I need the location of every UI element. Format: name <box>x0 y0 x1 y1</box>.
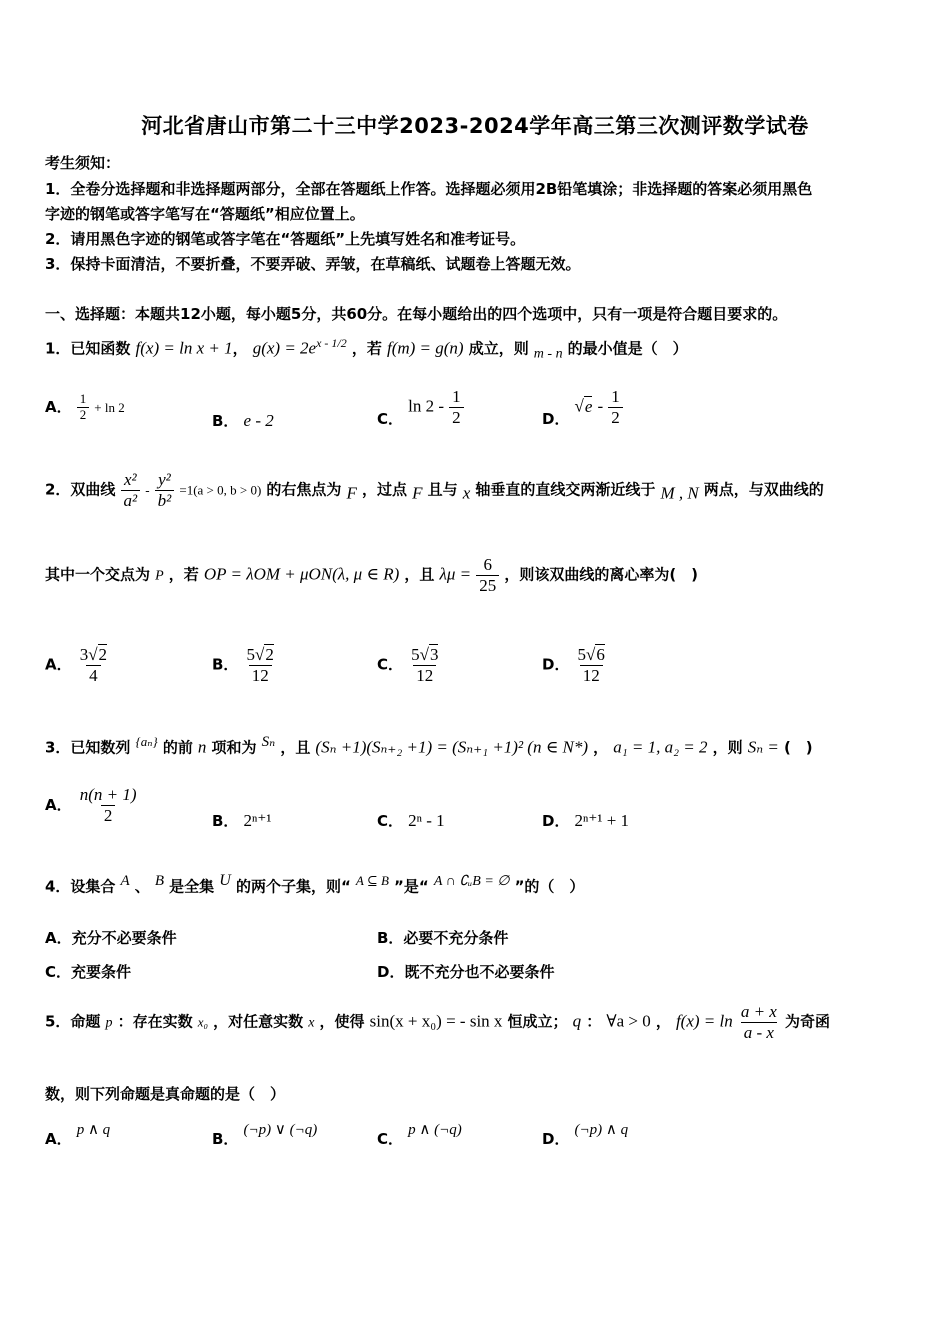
q5-d-label: D． <box>542 1130 570 1148</box>
q5-option-a <box>45 1118 111 1148</box>
q2-d-den: 12 <box>580 665 603 686</box>
q2-b-rad: 2 <box>265 645 274 664</box>
question-3 <box>45 732 813 757</box>
q2-y-frac <box>155 470 175 510</box>
notice-line-3: 3．保持卡面清洁，不要折叠，不要弄破、弄皱，在草稿纸、试题卷上答题无效。 <box>45 255 581 273</box>
q2-eq-rest: =1(a > 0, b > 0) <box>179 482 262 498</box>
q3-option-c <box>377 810 445 831</box>
q4-t5: ”的（ ） <box>514 877 585 896</box>
q2-d-frac: $\frac{5√6}{12}$ <box>577 645 605 685</box>
q5-f-den: a - x <box>741 1022 777 1043</box>
q2-x2: x² <box>124 470 137 489</box>
q5-c-label: C． <box>377 1130 404 1148</box>
question-2-line-1: 2．双曲线 $\frac{\text{x²}}{\text{a²}}$ - $\frac{\text{y²}}{\text{b²}}$ =1(a > 0, b > 0) 的右焦点为 $_F$ ，过点 $_F$ 且与 $_x$ 轴垂直的直线交两渐近线于 $_{M , N}$ 两点，与双曲线的 <box>45 470 824 510</box>
q5-t5: ： <box>586 1012 602 1031</box>
q2-t1: 的右焦点为 <box>266 480 342 499</box>
q4-option-a: A．充分不必要条件 <box>45 929 177 947</box>
q2-b-den: 12 <box>249 665 272 686</box>
q2-b-frac: $\frac{5√2}{12}$ <box>246 645 274 685</box>
q4-t3: 的两个子集，则“ <box>235 877 351 896</box>
q3-a-frac <box>77 785 140 825</box>
q5-t1: ：存在实数 <box>117 1012 193 1031</box>
q3-n: n <box>197 737 207 757</box>
q5-b-val: (¬p) ∨ (¬q) <box>243 1122 318 1138</box>
q1-mn: m - n <box>533 346 563 362</box>
q5-x: x <box>308 1015 315 1031</box>
q5-x0: x₀ <box>197 1014 209 1030</box>
q3-b-label: B． <box>212 812 239 830</box>
q2-lm-den: 25 <box>476 575 499 596</box>
q1-cond: f(m) = g(n) <box>386 338 464 358</box>
q3-t2: 项和为 <box>211 738 257 757</box>
q1-number: 1．已知函数 <box>45 339 131 358</box>
q2-c-den: 12 <box>413 665 436 686</box>
q1-a-num: 1 <box>79 391 87 406</box>
q4-t1: 、 <box>134 877 150 896</box>
q3-t4: ， <box>593 738 609 757</box>
q3-a-num: n(n + 1) <box>79 785 137 804</box>
q4-cond-1: A ⊆ B <box>355 873 389 888</box>
q2-mn: M , N <box>660 483 699 503</box>
q5-t3: ，使得 <box>319 1012 365 1031</box>
q1-c-frac <box>449 387 464 427</box>
q1-d-rad: e <box>584 396 593 416</box>
q2-c-frac: $\frac{5√3}{12}$ <box>411 645 439 685</box>
q1-f: f(x) = ln x + 1 <box>135 338 233 358</box>
q5-t4: 恒成立； <box>507 1012 568 1031</box>
q1-g: g(x) = 2e <box>252 338 317 358</box>
question-4 <box>45 872 584 896</box>
q2-lm-frac <box>476 555 499 595</box>
q3-option-a <box>45 785 140 825</box>
q2-l2b: ，若 <box>168 565 199 584</box>
q5-t6: ， <box>655 1012 671 1031</box>
q3-sn: Sₙ <box>261 734 276 750</box>
q1-tail1: 成立，则 <box>468 339 529 358</box>
q3-option-b <box>212 810 271 831</box>
q1-c-den: 2 <box>449 407 464 428</box>
q5-p: p <box>105 1015 113 1031</box>
q1-tail2: 的最小值是（ ） <box>567 339 688 358</box>
q1-mid: ，若 <box>351 339 382 358</box>
q2-x: x <box>462 483 471 503</box>
notice-line-1b: 字迹的钢笔或答字笔写在“答题纸”相应位置上。 <box>45 205 365 223</box>
q5-fx: f(x) = ln <box>675 1011 733 1031</box>
q5-option-c <box>377 1118 462 1148</box>
q5-t2: ，对任意实数 <box>213 1012 304 1031</box>
q4-t2: 是全集 <box>169 877 215 896</box>
q3-d-val: 2ⁿ⁺¹ + 1 <box>574 811 630 830</box>
q1-d-num: 1 <box>611 387 620 406</box>
q3-sn-eq: Sₙ = <box>747 737 779 757</box>
q1-d-minus: - <box>597 396 604 416</box>
question-2-line-2 <box>45 555 698 595</box>
q2-l2d: ，则该双曲线的离心率为( ) <box>504 565 699 584</box>
q2-a-rad: 2 <box>98 645 108 664</box>
q1-b-label: B． <box>212 412 239 430</box>
q2-f2: F <box>412 483 423 503</box>
q5-q: q <box>572 1011 582 1031</box>
q1-option-a <box>45 392 125 423</box>
notice-line-1a: 1．全卷分选择题和非选择题两部分，全部在答题纸上作答。选择题必须用2B铅笔填涂；非选择题的答案必须用黑色 <box>45 180 813 198</box>
q2-c-label: C． <box>377 655 404 674</box>
q4-set-u: U <box>219 872 231 889</box>
q5-c-val: p ∧ (¬q) <box>408 1122 462 1138</box>
q2-l2a: 其中一个交点为 <box>45 565 151 584</box>
q2-b2: b² <box>155 490 175 511</box>
q4-set-b: B <box>154 873 165 889</box>
q4-option-d: D．既不充分也不必要条件 <box>377 963 555 981</box>
q1-a-frac <box>77 392 90 423</box>
q2-a2: a² <box>121 490 141 511</box>
q5-option-b <box>212 1118 318 1148</box>
q3-an: {aₙ} <box>135 734 158 749</box>
q3-a-label: A． <box>45 795 72 814</box>
q4-set-a: A <box>120 873 130 889</box>
q5-option-d <box>542 1118 629 1148</box>
q2-b-coef: 5 <box>246 645 256 664</box>
q2-b-label: B． <box>212 655 239 674</box>
q3-relation: (Sₙ +1)(Sₙ₊₂ +1) = (Sₙ₊₁ +1)² (n ∈ N*) <box>315 737 589 757</box>
q1-c-num: 1 <box>452 387 461 406</box>
q2-d-label: D． <box>542 655 570 674</box>
q2-d-rad: 6 <box>596 645 605 664</box>
q5-number: 5．命题 <box>45 1012 101 1031</box>
q5-b-label: B． <box>212 1130 239 1148</box>
q2-x-frac <box>121 470 141 510</box>
q5-qcond: ∀a > 0 <box>606 1011 651 1031</box>
q1-c-label: C． <box>377 409 404 428</box>
q4-t4: ”是“ <box>394 877 429 896</box>
q5-f-frac <box>738 1002 780 1042</box>
q4-option-c: C．充要条件 <box>45 963 132 981</box>
q2-lm: λμ = <box>439 564 472 584</box>
q1-b-val: e - 2 <box>243 411 274 430</box>
q3-b-val: 2ⁿ⁺¹ <box>243 811 272 830</box>
q2-option-d <box>542 645 608 685</box>
question-1 <box>45 336 688 363</box>
q1-d-label: D． <box>542 409 570 428</box>
q5-f-num: a + x <box>740 1002 777 1021</box>
q3-c-val: 2ⁿ - 1 <box>408 811 445 830</box>
q1-d-frac <box>608 387 623 427</box>
q2-l2c: ，且 <box>404 565 435 584</box>
q2-c-rad: 3 <box>429 645 439 664</box>
q3-d-label: D． <box>542 812 570 830</box>
q1-comma: ， <box>232 339 248 358</box>
q5-a-label: A． <box>45 1130 72 1148</box>
q3-c-label: C． <box>377 812 404 830</box>
q2-t2: ，过点 <box>362 480 408 499</box>
q2-option-c <box>377 645 441 685</box>
q2-option-b <box>212 645 277 685</box>
q1-a-rest: + ln 2 <box>94 399 125 415</box>
q2-f1: F <box>346 483 357 503</box>
q1-option-c <box>377 387 464 427</box>
q4-option-b: B．必要不充分条件 <box>377 929 509 947</box>
q1-option-d: D． √e - $\frac{1}{2}$ <box>542 387 623 427</box>
q3-t3: ，且 <box>280 738 311 757</box>
q2-lm-num: 6 <box>483 555 492 574</box>
q5-eq: sin(x + x₀) = - sin x <box>369 1011 503 1031</box>
q3-a-den: 2 <box>101 805 116 826</box>
q2-a-coef: 3 <box>79 645 89 664</box>
q2-t4: 轴垂直的直线交两渐近线于 <box>475 480 656 499</box>
q1-option-b <box>212 410 274 431</box>
q1-d-den: 2 <box>608 407 623 428</box>
exam-title: 河北省唐山市第二十三中学2023-2024学年高三第三次测评数学试卷 <box>141 114 809 138</box>
q2-d-coef: 5 <box>577 645 587 664</box>
q3-t5: ，则 <box>712 738 743 757</box>
q3-option-d <box>542 810 629 831</box>
q2-number: 2．双曲线 <box>45 480 116 499</box>
q5-t7: 为奇函 <box>784 1012 830 1031</box>
q5-d-val: (¬p) ∧ q <box>574 1122 629 1138</box>
q2-c-coef: 5 <box>411 645 420 664</box>
q2-t3: 且与 <box>427 480 458 499</box>
q2-a-den: 4 <box>86 665 101 686</box>
q2-t5: 两点，与双曲线的 <box>703 480 824 499</box>
q5-a-val: p ∧ q <box>76 1122 111 1138</box>
notice-heading: 考生须知： <box>45 154 121 172</box>
q1-c-pre: ln 2 - <box>408 396 444 416</box>
q3-t1: 的前 <box>162 738 193 757</box>
q3-init: a₁ = 1, a₂ = 2 <box>613 737 708 757</box>
q2-a-frac: $\frac{3√2}{4}$ <box>79 645 108 685</box>
q3-t6: ( ) <box>783 738 813 757</box>
q2-y2: y² <box>158 470 171 489</box>
section-heading: 一、选择题：本题共12小题，每小题5分，共60分。在每小题给出的四个选项中，只有一项是符合题目要求的。 <box>45 305 788 323</box>
question-5-line-2: 数，则下列命题是真命题的是（ ） <box>45 1085 286 1103</box>
q4-number: 4．设集合 <box>45 877 116 896</box>
notice-line-2: 2．请用黑色字迹的钢笔或答字笔在“答题纸”上先填写姓名和准考证号。 <box>45 230 526 248</box>
q1-a-label: A． <box>45 397 72 416</box>
q2-a-label: A． <box>45 655 72 674</box>
q1-g-exp: x - 1/2 <box>316 336 347 350</box>
q3-number: 3．已知数列 <box>45 738 131 757</box>
question-5-line-1 <box>45 1002 830 1042</box>
q2-vec: OP = λOM + μON(λ, μ ∈ R) <box>203 564 400 584</box>
q2-p: P <box>155 568 164 584</box>
q2-option-a <box>45 645 110 685</box>
q4-cond-2: A ∩ ∁ᵤB = ∅ <box>433 874 510 889</box>
q1-a-den: 2 <box>77 407 90 423</box>
